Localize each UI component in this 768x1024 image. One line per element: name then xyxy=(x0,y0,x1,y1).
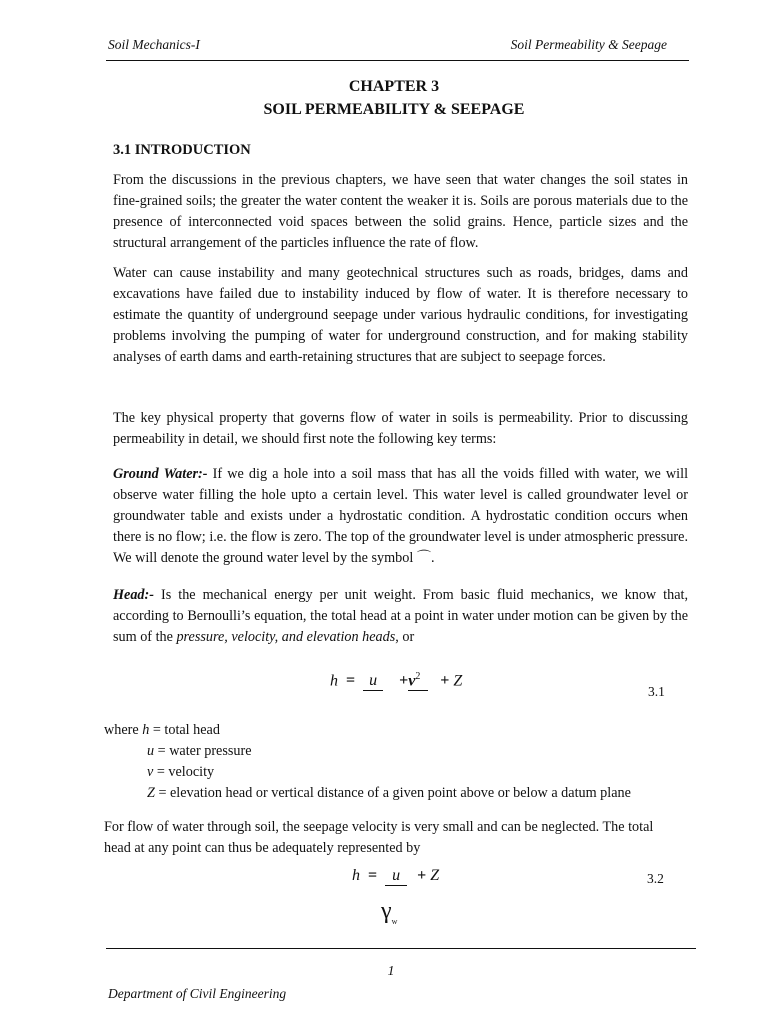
def-z xyxy=(104,783,631,804)
running-header-right: Soil Permeability & Seepage xyxy=(510,37,667,52)
ground-water-body: If we dig a hole into a soil mass that has all the voids filled with water, we will observe water filling the hole upto a certain level. This water level is called groundwater level or groundwater table and exists under a hydrostatic condition. A hydrostatic condition occurs when there is no flow; i.e. the flow is zero. The top of the groundwater level is under atmospheric pressure. We will denote the ground water level by the symbol xyxy=(113,466,689,566)
def-u-symbol: u xyxy=(147,743,155,759)
eq2-z: Z xyxy=(430,867,440,884)
def-u-text: = water pressure xyxy=(154,743,252,759)
eq1-plus1: + xyxy=(399,672,409,690)
eq2-u: u xyxy=(392,867,401,884)
def-h-text: = total head xyxy=(149,722,220,738)
eq2-gamma xyxy=(381,898,397,926)
footer-department: Department of Civil Engineering xyxy=(108,986,287,1001)
def-u xyxy=(104,741,631,762)
paragraph-ground-water xyxy=(113,464,688,569)
gamma-symbol: γ xyxy=(381,898,392,924)
head-end: , or xyxy=(395,629,415,645)
paragraph-intro: From the discussions in the previous chapters, we have seen that water changes the soil states in fine-grained soils; the greater the water content the weaker it is. Soils are porous materials due to the presence of interconnected void spaces between the solid grains. Hence, particle sizes and the structural arrangement of the particles influence the rate of flow. xyxy=(113,172,688,251)
variable-definitions xyxy=(104,720,631,804)
def-z-symbol: Z xyxy=(147,785,155,801)
gamma-subscript: w xyxy=(391,916,398,926)
paragraph-key-terms: The key physical property that governs flow of water in soils is permeability. Prior to discussing permeability in detail, we should first note the following key terms: xyxy=(113,410,688,447)
header-rule xyxy=(106,60,689,61)
eq1-u: u xyxy=(369,672,378,690)
equation-3-1 xyxy=(330,671,462,691)
def-v-symbol: v xyxy=(147,764,154,780)
water-table-symbol: ⌒ xyxy=(416,550,432,566)
eq2-h: h xyxy=(352,867,360,884)
eq1-v-sup: 2 xyxy=(415,671,421,682)
equation-3-2 xyxy=(352,867,439,886)
head-italic-terms: pressure, velocity, and elevation heads xyxy=(176,629,396,645)
def-v-text: = velocity xyxy=(153,764,215,780)
where-lead: where xyxy=(104,722,143,738)
footer-rule xyxy=(106,948,696,949)
running-header-left: Soil Mechanics-I xyxy=(108,37,200,52)
paragraph-seepage-velocity: For flow of water through soil, the seepage velocity is very small and can be neglected. The total head at any point can thus be adequately represented by xyxy=(104,819,654,856)
term-head: Head:- xyxy=(113,587,154,603)
equation-number-3-1: 3.1 xyxy=(648,684,665,699)
term-ground-water: Ground Water:- xyxy=(113,466,208,482)
equation-number-3-2: 3.2 xyxy=(647,871,664,886)
eq1-plus2: + xyxy=(440,672,450,690)
paragraph-head xyxy=(113,585,688,648)
eq1-z: Z xyxy=(453,672,463,690)
paragraph-instability: Water can cause instability and many geotechnical structures such as roads, bridges, dams and excavations have failed due to instability induced by flow of water. It is therefore necessary to estimate the quantity of underground seepage under various hydraulic conditions, for investigating problems involving the pumping of water for underground construction, and for making stability analyses of earth dams and earth-retaining structures that are subject to seepage forces. xyxy=(113,265,688,365)
eq1-h: h xyxy=(330,672,338,690)
ground-water-end: . xyxy=(431,550,435,566)
eq2-equals: = xyxy=(368,867,378,884)
eq1-equals: = xyxy=(346,672,356,690)
chapter-number: CHAPTER 3 xyxy=(348,78,440,95)
def-z-text: = elevation head or vertical distance of a given point above or below a datum plane xyxy=(154,785,631,801)
def-h xyxy=(104,720,631,741)
def-h-symbol: h xyxy=(142,722,150,738)
def-v xyxy=(104,762,631,783)
page-number: 1 xyxy=(387,964,395,979)
section-heading: 3.1 INTRODUCTION xyxy=(113,142,251,158)
eq1-v: v xyxy=(408,672,416,690)
head-body: Is the mechanical energy per unit weight. From basic fluid mechanics, we know that, according to Bernoulli’s equation, the total head at a point in water under motion can be given by the sum of the xyxy=(113,587,688,645)
eq2-plus: + xyxy=(417,867,427,884)
chapter-title: SOIL PERMEABILITY & SEEPAGE xyxy=(263,101,525,118)
